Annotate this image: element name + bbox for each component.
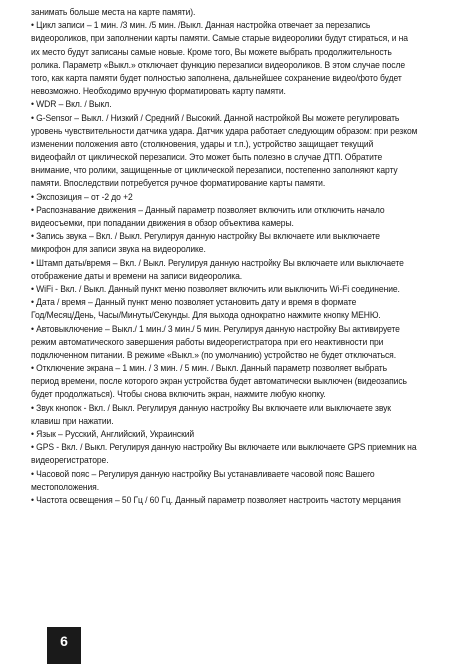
text-line: уровень чувствительности датчика удара. Датчик удара работает следующим образом: при резком — [31, 125, 418, 136]
text-line: • Частота освещения – 50 Гц / 60 Гц. Данный параметр позволяет настроить частоту мерцания — [31, 494, 401, 505]
text-line: • Автовыключение – Выкл./ 1 мин./ 3 мин./ 5 мин. Регулируя данную настройку Вы активируете — [31, 323, 400, 334]
text-line: занимать больше места на карте памяти). — [31, 7, 196, 17]
text-line: • WiFi - Вкл. / Выкл. Данный пункт меню позволяет включить или выключить Wi-Fi соединение. — [31, 283, 400, 294]
page-number-tab — [47, 627, 81, 664]
text-line: • WDR – Вкл. / Выкл. — [31, 99, 112, 110]
text-line: местоположения. — [31, 481, 99, 492]
text-line: памяти. Впоследствии потребуется ручное форматирование карты памяти. — [31, 178, 326, 189]
text-line: Год/Месяц/День, Часы/Минуты/Секунды. Для выхода однократно нажмите кнопку МЕНЮ. — [31, 310, 381, 321]
page-number: 6 — [60, 633, 68, 649]
text-line: их место будут записаны самые новые. Кроме того, Вы можете выбрать продолжительность — [31, 46, 392, 57]
text-line: внимание, что ролики, защищенные от циклической перезаписи, постепенно заполняют карту — [31, 165, 398, 176]
text-line: видеороликов, при заполнении карты памяти. Самые старые видеоролики будут стираться, и на — [31, 33, 408, 44]
text-line: будет продолжаться). Чтобы снова включить экран, нажмите любую кнопку. — [31, 389, 326, 400]
text-line: • Часовой пояс – Регулируя данную настройку Вы устанавливаете часовой пояс Вашего — [31, 468, 375, 479]
text-line: режим автоматического завершения работы видеорегистратора при его неактивности при — [31, 336, 384, 347]
text-line: изменении положения авто (столкновения, удары и т.п.), устройство защищает текущий — [31, 138, 374, 149]
text-line: • Звук кнопок - Вкл. / Выкл. Регулируя данную настройку Вы включаете или выключаете звук — [31, 402, 391, 413]
text-line: • Штамп даты/время – Вкл. / Выкл. Регулируя данную настройку Вы включаете или выключаете — [31, 257, 404, 268]
text-line: отображение даты и времени на записи видеоролика. — [31, 270, 243, 281]
text-line: видеорегистраторе. — [31, 455, 109, 466]
text-line: • Запись звука – Вкл. / Выкл. Регулируя данную настройку Вы включаете или выключаете — [31, 231, 380, 242]
text-line: • Цикл записи – 1 мин. /3 мин. /5 мин. /Выкл. Данная настройка отвечает за перезапись — [31, 20, 371, 31]
text-line: видеосъемки, при попадании движения в обзор объектива камеры. — [31, 218, 294, 228]
text-line: • Язык – Русский, Английский, Украинский — [31, 429, 195, 439]
text-line: период времени, после которого экран устройства будет автоматически выключен (видеозапись — [31, 376, 407, 387]
text-line: клавиш при нажатии. — [31, 415, 114, 426]
text-line: • GPS - Вкл. / Выкл. Регулируя данную настройку Вы включаете или выключаете GPS приемник на — [31, 442, 417, 453]
text-line: подключенном питании. В режиме «Выкл.» (по умолчанию) устройство не будет отключаться. — [31, 349, 396, 360]
text-line: • Распознавание движения – Данный параметр позволяет включить или отключить начало — [31, 204, 385, 215]
text-line: видеофайл от циклической перезаписи. Это может быть полезно в случае ДТП. Обратите — [31, 152, 383, 163]
text-line: невозможно. Необходимо вручную форматировать карту памяти. — [31, 86, 286, 97]
text-line: микрофон для записи звука на видеоролике. — [31, 244, 206, 255]
text-line: • Дата / время – Данный пункт меню позволяет установить дату и время в формате — [31, 297, 357, 308]
text-line: • G-Sensor – Выкл. / Низкий / Средний / Высокий. Данной настройкой Вы можете регулировать — [31, 112, 400, 123]
body-text — [31, 0, 418, 507]
text-line: • Отключение экрана – 1 мин. / 3 мин. / 5 мин. / Выкл. Данный параметр позволяет выбрать — [31, 363, 387, 374]
text-line: • Экспозиция – от -2 до +2 — [31, 191, 133, 202]
text-line: того, как карта памяти будет полностью заполнена, дальнейшее сохранение видео/фото будет — [31, 72, 402, 83]
text-line: ролика. Параметр «Выкл.» отключает функцию перезаписи видеороликов. В этом случае после — [31, 59, 406, 70]
